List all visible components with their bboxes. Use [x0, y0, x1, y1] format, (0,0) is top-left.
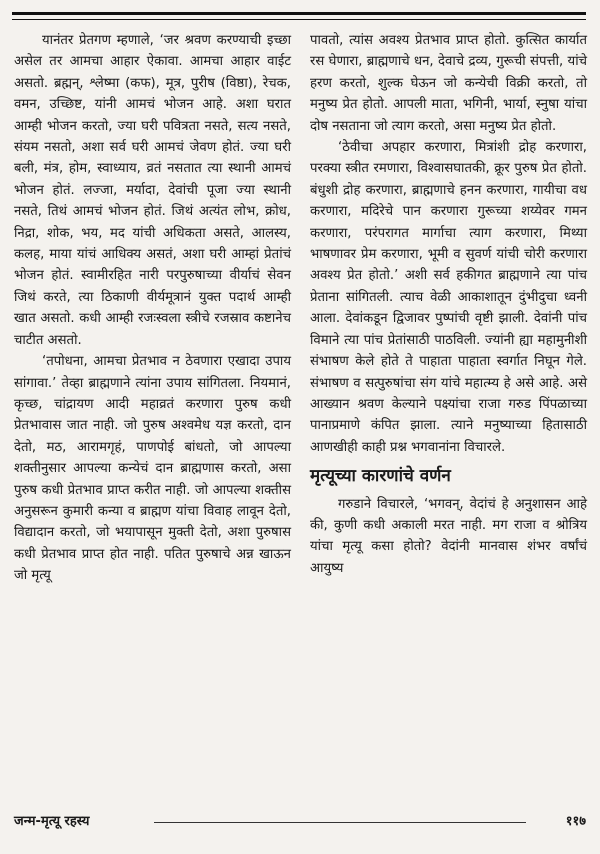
- footer-rule: [154, 822, 526, 823]
- right-column: [310, 30, 587, 579]
- top-rule: [12, 12, 586, 20]
- paragraph: यानंतर प्रेतगण म्हणाले, ‘जर श्रवण करण्याची इच्छा असेल तर आमचा आहार ऐकावा. आमचा आहार वाईट असतो. ब्रह्मन्, श्लेष्मा (कफ), मूत्र, पुरीष (विष्ठा), रेचक, वमन, उच्छिष्ट, यांनी आमचं भोजन आहे. अशा घरात आम्ही भोजन करतो, ज्या घरी पवित्रता नसते, सत्य नसते, संयम नसतो, अशा सर्व घरी आमचं जेवण होतं. ज्या घरी बली, मंत्र, होम, स्वाध्याय, व्रतं नसतात त्या स्थानी आमचं भोजन होतं. लज्जा, मर्यादा, देवांची पूजा ज्या स्थानी नसते, तिथं आमचं भोजन होतं. जिथं अत्यंत लोभ, क्रोध, निद्रा, शोक, भय, मद यांची अधिकता असते, आलस्य, कलह, माया यांचं आधिक्य असतं, अशा घरी आम्हां प्रेतांचं भोजन होतं. स्वामीरहित नारी परपुरुषाच्या वीर्याचं सेवन जिथं करते, त्या ठिकाणी वीर्यमूत्रानं युक्त पदार्थ आम्ही खात असतो. कधी आम्ही रजःस्वला स्त्रीचे रजस्राव कष्टानेच चाटीत असतो.: [14, 33, 291, 348]
- paragraph: पावतो, त्यांस अवश्य प्रेतभाव प्राप्त होतो. कुत्सित कार्यात रस घेणारा, ब्राह्मणाचे धन, देवाचे द्रव्य, गुरूची संपत्ती, यांचे हरण करतो, शुल्क घेऊन जो कन्येची विक्री करतो, तो मनुष्य प्रेत होतो. आपली माता, भगिनी, भार्या, स्नुषा यांचा दोष नसताना जो त्याग करतो, असा मनुष्य प्रेत होतो.: [310, 33, 587, 134]
- page-number: ११७: [565, 814, 586, 829]
- running-title: जन्म-मृत्यू रहस्य: [14, 814, 90, 829]
- section-heading: मृत्यूच्या कारणांचे वर्णन: [310, 466, 451, 487]
- paragraph: ‘ठेवीचा अपहार करणारा, मित्रांशी द्रोह करणारा, परक्या स्त्रीत रमणारा, विश्वासघातकी, क्रूर पुरुष प्रेत होतो. बंधुशी द्रोह करणारा, ब्राह्मणाचे हनन करणारा, गायीचा वध करणारा, मदिरेचे पान करणारा गुरूच्या शय्येवर गमन करणारा, परंपरागत मार्गाचा त्याग करणारा, मिथ्या भाषणावर प्रेम करणारा, भूमी व सुवर्ण यांची चोरी करणारा अवश्य प्रेत होतो.’ अशी सर्व हकीगत ब्राह्मणाने त्या पांच प्रेताना सांगितली. त्याच वेळी आकाशातून दुंभीदुचा ध्वनी आला. देवांकडून द्विजावर पुष्पांची वृष्टी झाली. देवांनी पांच विमाने त्या पांच प्रेतांसाठी पाठविली. ज्यांनी ह्या महामुनीशी संभाषण केले होते ते पाहाता पाहाता स्वर्गात निघून गेले. संभाषण व सत्पुरुषांचा संग यांचे महात्म्य हे असे आहे. असे आख्यान श्रवण केल्याने पक्ष्यांचा राजा गरुड पिंपळाच्या पानाप्रमाणे कंपित झाला. त्याने मनुष्याच्या हितासाठी आणखीही काही प्रश्न भगवानांना विचारले.: [310, 140, 587, 455]
- paragraph: गरुडाने विचारले, ‘भगवन्, वेदांचं हे अनुशासन आहे की, कुणी कधी अकाली मरत नाही. मग राजा व श्रोत्रिय यांचा मृत्यू कसा होतो? वेदांनी मानवास शंभर वर्षांचं आयुष्य: [310, 496, 587, 576]
- paragraph: ‘तपोधना, आमचा प्रेतभाव न ठेवणारा एखादा उपाय सांगावा.’ तेव्हा ब्राह्मणाने त्यांना उपाय सांगितला. नियमानं, कृच्छ, चांद्रायण आदी महाव्रतं करणारा पुरुष कधी प्रेतभावास जात नाही. जो पुरुष अश्वमेध यज्ञ करतो, दान देतो, मठ, आरामगृहं, पाणपोई बांधतो, जो आपल्या शक्तीनुसार आपल्या कन्येचं दान ब्राह्मणास करतो, असा पुरुष कधी प्रेतभाव प्राप्त करीत नाही. जो आपल्या शक्तीस अनुसरून कुमारी कन्या व ब्राह्मण यांचा विवाह लावून देतो, विद्यादान करतो, जो भयापासून मुक्ती देतो, अशा पुरुषास कधी प्रेतभाव प्राप्त होत नाही. पतित पुरुषाचे अन्न खाऊन जो मृत्यू: [14, 354, 291, 584]
- page-footer: [14, 811, 586, 835]
- left-column: [14, 30, 291, 587]
